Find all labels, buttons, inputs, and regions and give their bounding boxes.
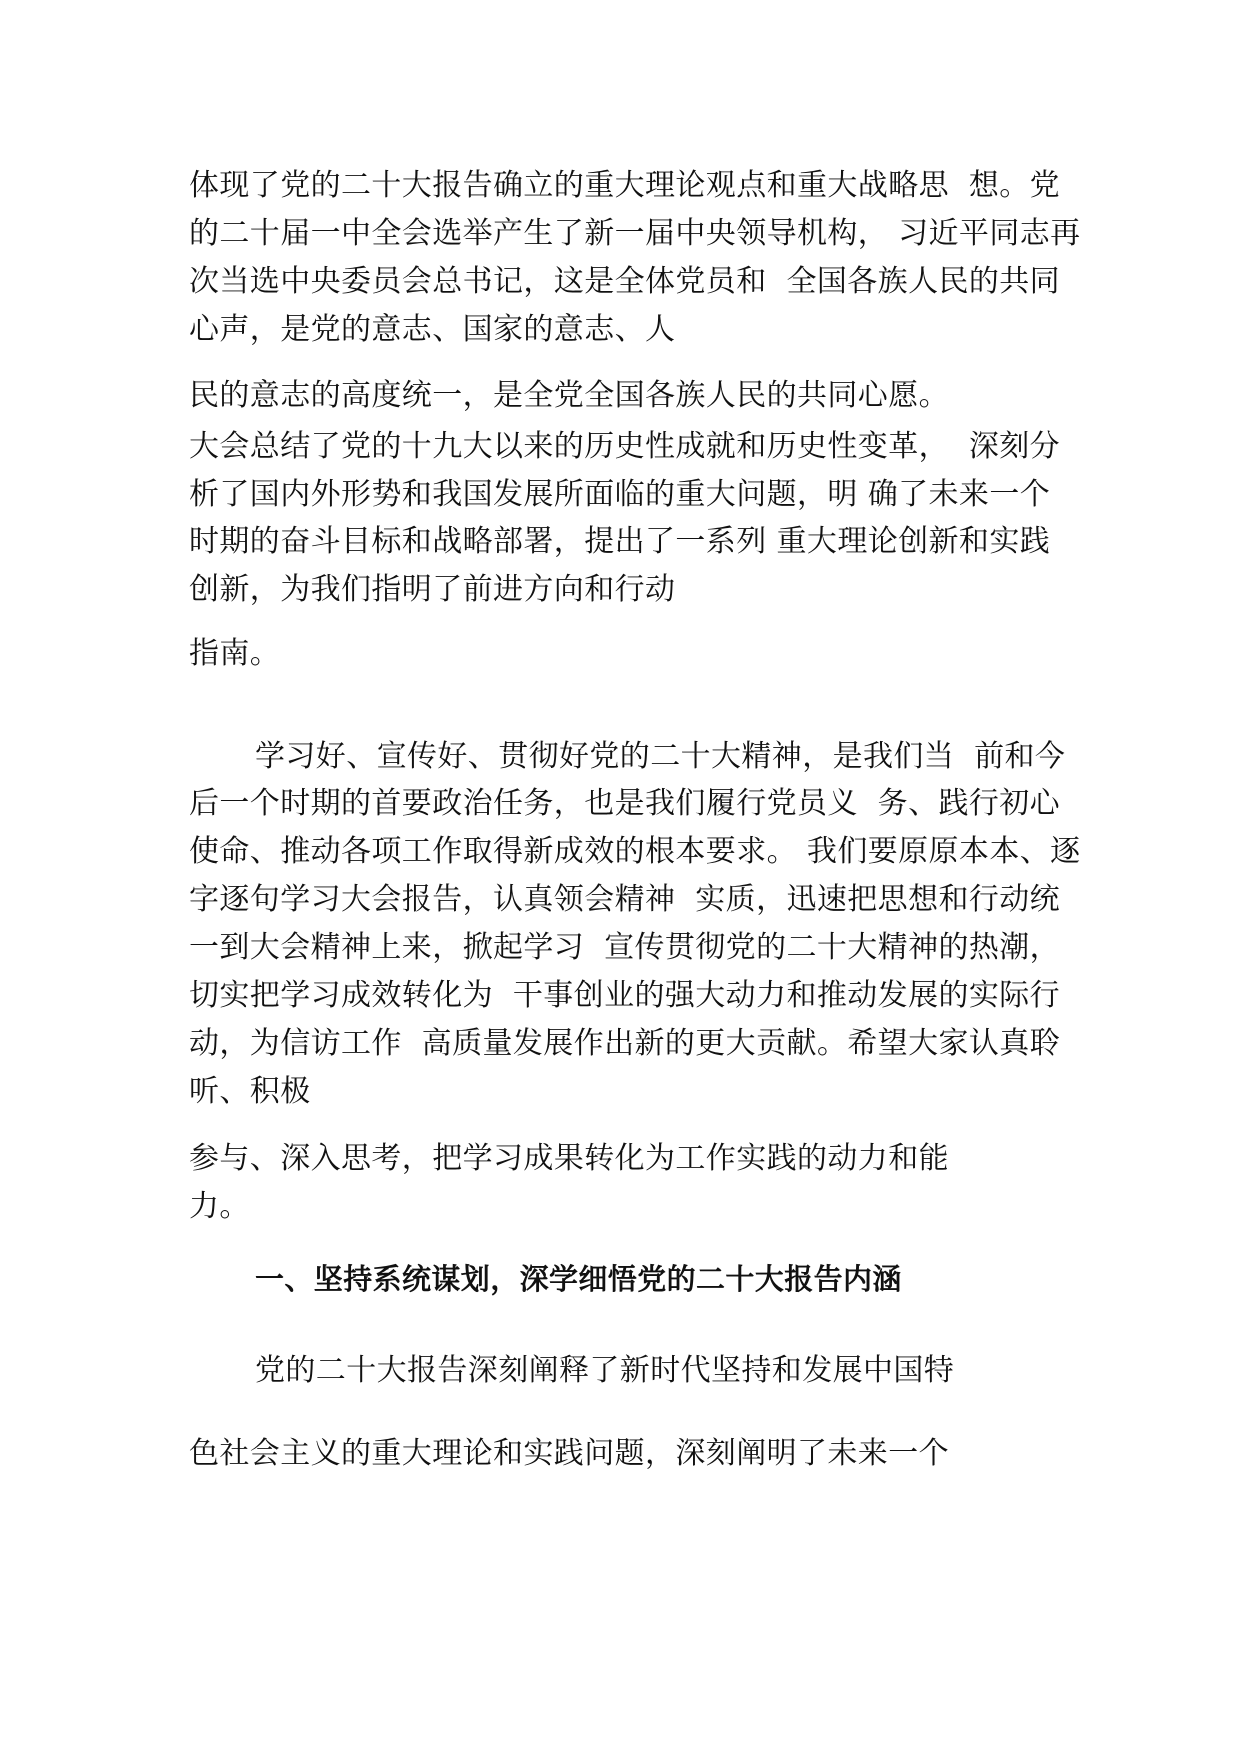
paragraph-line: 指南。: [189, 636, 281, 671]
paragraph-line: 次当选中央委员会总书记，这是全体党员和 全国各族人民的共同: [189, 264, 1061, 299]
paragraph-line: 色社会主义的重大理论和实践问题，深刻阐明了未来一个: [189, 1436, 949, 1471]
paragraph-line: 动，为信访工作 高质量发展作出新的更大贡献。希望大家认真聆: [189, 1026, 1061, 1061]
paragraph-line: 创新，为我们指明了前进方向和行动: [189, 572, 676, 607]
paragraph-line: 学习好、宣传好、贯彻好党的二十大精神，是我们当 前和今: [255, 739, 1066, 774]
paragraph-line: 听、积极: [189, 1074, 311, 1109]
paragraph-line: 大会总结了党的十九大以来的历史性成就和历史性变革， 深刻分: [189, 429, 1061, 464]
paragraph-line: 一到大会精神上来，掀起学习 宣传贯彻党的二十大精神的热潮，: [189, 930, 1061, 965]
paragraph-line: 字逐句学习大会报告，认真领会精神 实质，迅速把思想和行动统: [189, 882, 1061, 917]
paragraph-line: 切实把学习成效转化为 干事创业的强大动力和推动发展的实际行: [189, 978, 1061, 1013]
paragraph-line: 心声，是党的意志、国家的意志、人: [189, 312, 676, 347]
paragraph-line: 的二十届一中全会选举产生了新一届中央领导机构， 习近平同志再: [189, 216, 1081, 251]
section-heading: 一、坚持系统谋划，深学细悟党的二十大报告内涵: [255, 1262, 902, 1296]
paragraph-line: 参与、深入思考，把学习成果转化为工作实践的动力和能: [189, 1141, 949, 1176]
paragraph-line: 力。: [189, 1189, 250, 1224]
paragraph-line: 党的二十大报告深刻阐释了新时代坚持和发展中国特: [255, 1353, 955, 1388]
paragraph-line: 析了国内外形势和我国发展所面临的重大问题，明 确了未来一个: [189, 477, 1051, 512]
paragraph-line: 后一个时期的首要政治任务，也是我们履行党员义 务、践行初心: [189, 786, 1061, 821]
paragraph-line: 民的意志的高度统一，是全党全国各族人民的共同心愿。: [189, 378, 949, 413]
paragraph-line: 时期的奋斗目标和战略部署，提出了一系列 重大理论创新和实践: [189, 524, 1051, 559]
paragraph-line: 使命、推动各项工作取得新成效的根本要求。 我们要原原本本、逐: [189, 834, 1081, 869]
paragraph-line: 体现了党的二十大报告确立的重大理论观点和重大战略思 想。党: [189, 168, 1061, 203]
